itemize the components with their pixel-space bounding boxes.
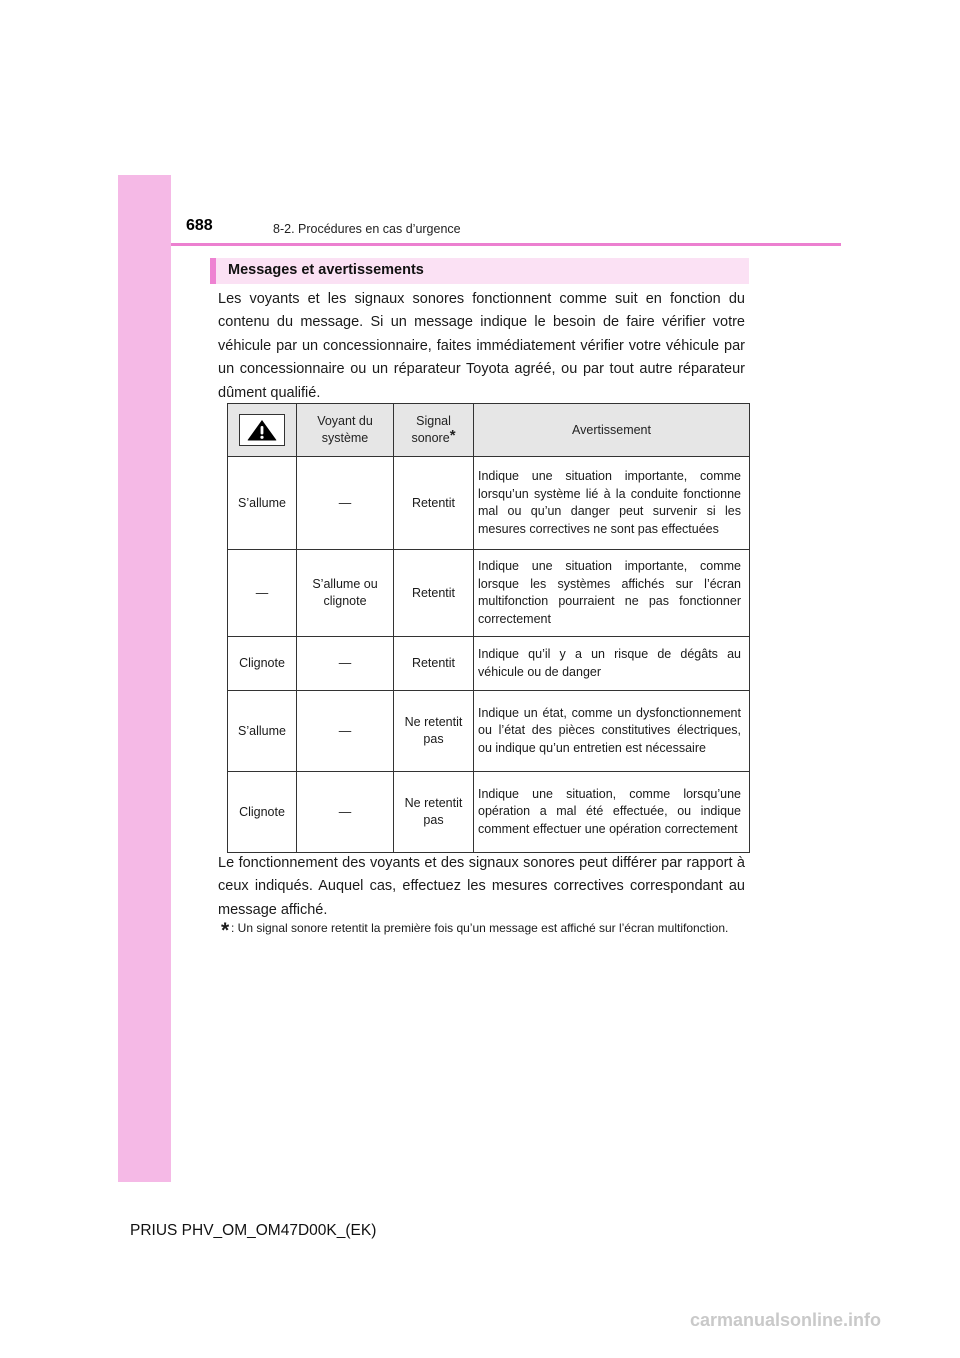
cell-sound: Ne retentit pas bbox=[394, 772, 474, 853]
cell-system: — bbox=[297, 772, 394, 853]
cell-warning: Indique qu’il y a un risque de dégâts au véhicule ou de danger bbox=[474, 637, 750, 691]
cell-indicator: S’allume bbox=[228, 691, 297, 772]
cell-system: S’allume ou clignote bbox=[297, 550, 394, 637]
section-heading: Messages et avertissements bbox=[228, 262, 424, 278]
cell-warning: Indique un état, comme un dysfonctionnement ou l’état des pièces constitutives électriques, ou indique qu’un entretien est nécessaire bbox=[474, 691, 750, 772]
cell-sound: Retentit bbox=[394, 457, 474, 550]
closing-paragraph: Le fonctionnement des voyants et des signaux sonores peut différer par rapport à ceux indiqués. Auquel cas, effectuez les mesures correctives correspondant au message affiché. bbox=[218, 855, 745, 918]
table-row bbox=[228, 691, 750, 772]
document-id: PRIUS PHV_OM_OM47D00K_(EK) bbox=[130, 1222, 377, 1239]
side-bar bbox=[118, 175, 171, 1182]
footnote-text: : Un signal sonore retentit la première fois qu’un message est affiché sur l’écran multifonction. bbox=[231, 921, 729, 935]
table-row bbox=[228, 637, 750, 691]
cell-warning: Indique une situation importante, comme lorsque les systèmes affichés sur l’écran multifonction pourraient ne pas fonctionner correctement bbox=[474, 550, 750, 637]
header-warning: Avertissement bbox=[474, 404, 750, 457]
table-row bbox=[228, 772, 750, 853]
cell-system: — bbox=[297, 637, 394, 691]
table-row bbox=[228, 457, 750, 550]
table-header-row bbox=[228, 404, 750, 457]
watermark: carmanualsonline.info bbox=[690, 1310, 882, 1330]
cell-sound: Retentit bbox=[394, 637, 474, 691]
cell-system: — bbox=[297, 457, 394, 550]
intro-paragraph: Les voyants et les signaux sonores fonctionnent comme suit en fonction du contenu du message. Si un message indique le besoin de faire vérifier votre véhicule par un concessionnaire, faites immédiatement vérifier votre véhicule par un concessionnaire ou un réparateur Toyota agréé, ou par tout autre réparateur dûment qualifié. bbox=[218, 291, 745, 401]
header-sound-signal: Signal sonore* bbox=[394, 404, 474, 457]
table-row bbox=[228, 550, 750, 637]
footnote-asterisk: * bbox=[221, 919, 230, 942]
header-icon-cell bbox=[228, 404, 297, 457]
section-title: 8-2. Procédures en cas d’urgence bbox=[273, 222, 461, 236]
page-number: 688 bbox=[186, 217, 213, 234]
header-rule bbox=[171, 243, 841, 246]
cell-sound: Ne retentit pas bbox=[394, 691, 474, 772]
footnote bbox=[221, 919, 747, 942]
warning-table bbox=[227, 403, 750, 853]
header-asterisk: * bbox=[449, 427, 456, 444]
cell-indicator: Clignote bbox=[228, 772, 297, 853]
cell-indicator: S’allume bbox=[228, 457, 297, 550]
section-heading-box bbox=[210, 258, 749, 284]
cell-system: — bbox=[297, 691, 394, 772]
cell-indicator: — bbox=[228, 550, 297, 637]
header-system-indicator: Voyant du système bbox=[297, 404, 394, 457]
cell-indicator: Clignote bbox=[228, 637, 297, 691]
cell-sound: Retentit bbox=[394, 550, 474, 637]
cell-warning: Indique une situation, comme lorsqu’une opération a mal été effectuée, ou indique comment effectuer une opération correctement bbox=[474, 772, 750, 853]
warning-triangle-icon bbox=[239, 414, 285, 446]
cell-warning: Indique une situation importante, comme lorsqu’un système lié à la conduite fonctionne mal ou qu’un danger peut survenir si les mesures correctives ne sont pas effectuées bbox=[474, 457, 750, 550]
